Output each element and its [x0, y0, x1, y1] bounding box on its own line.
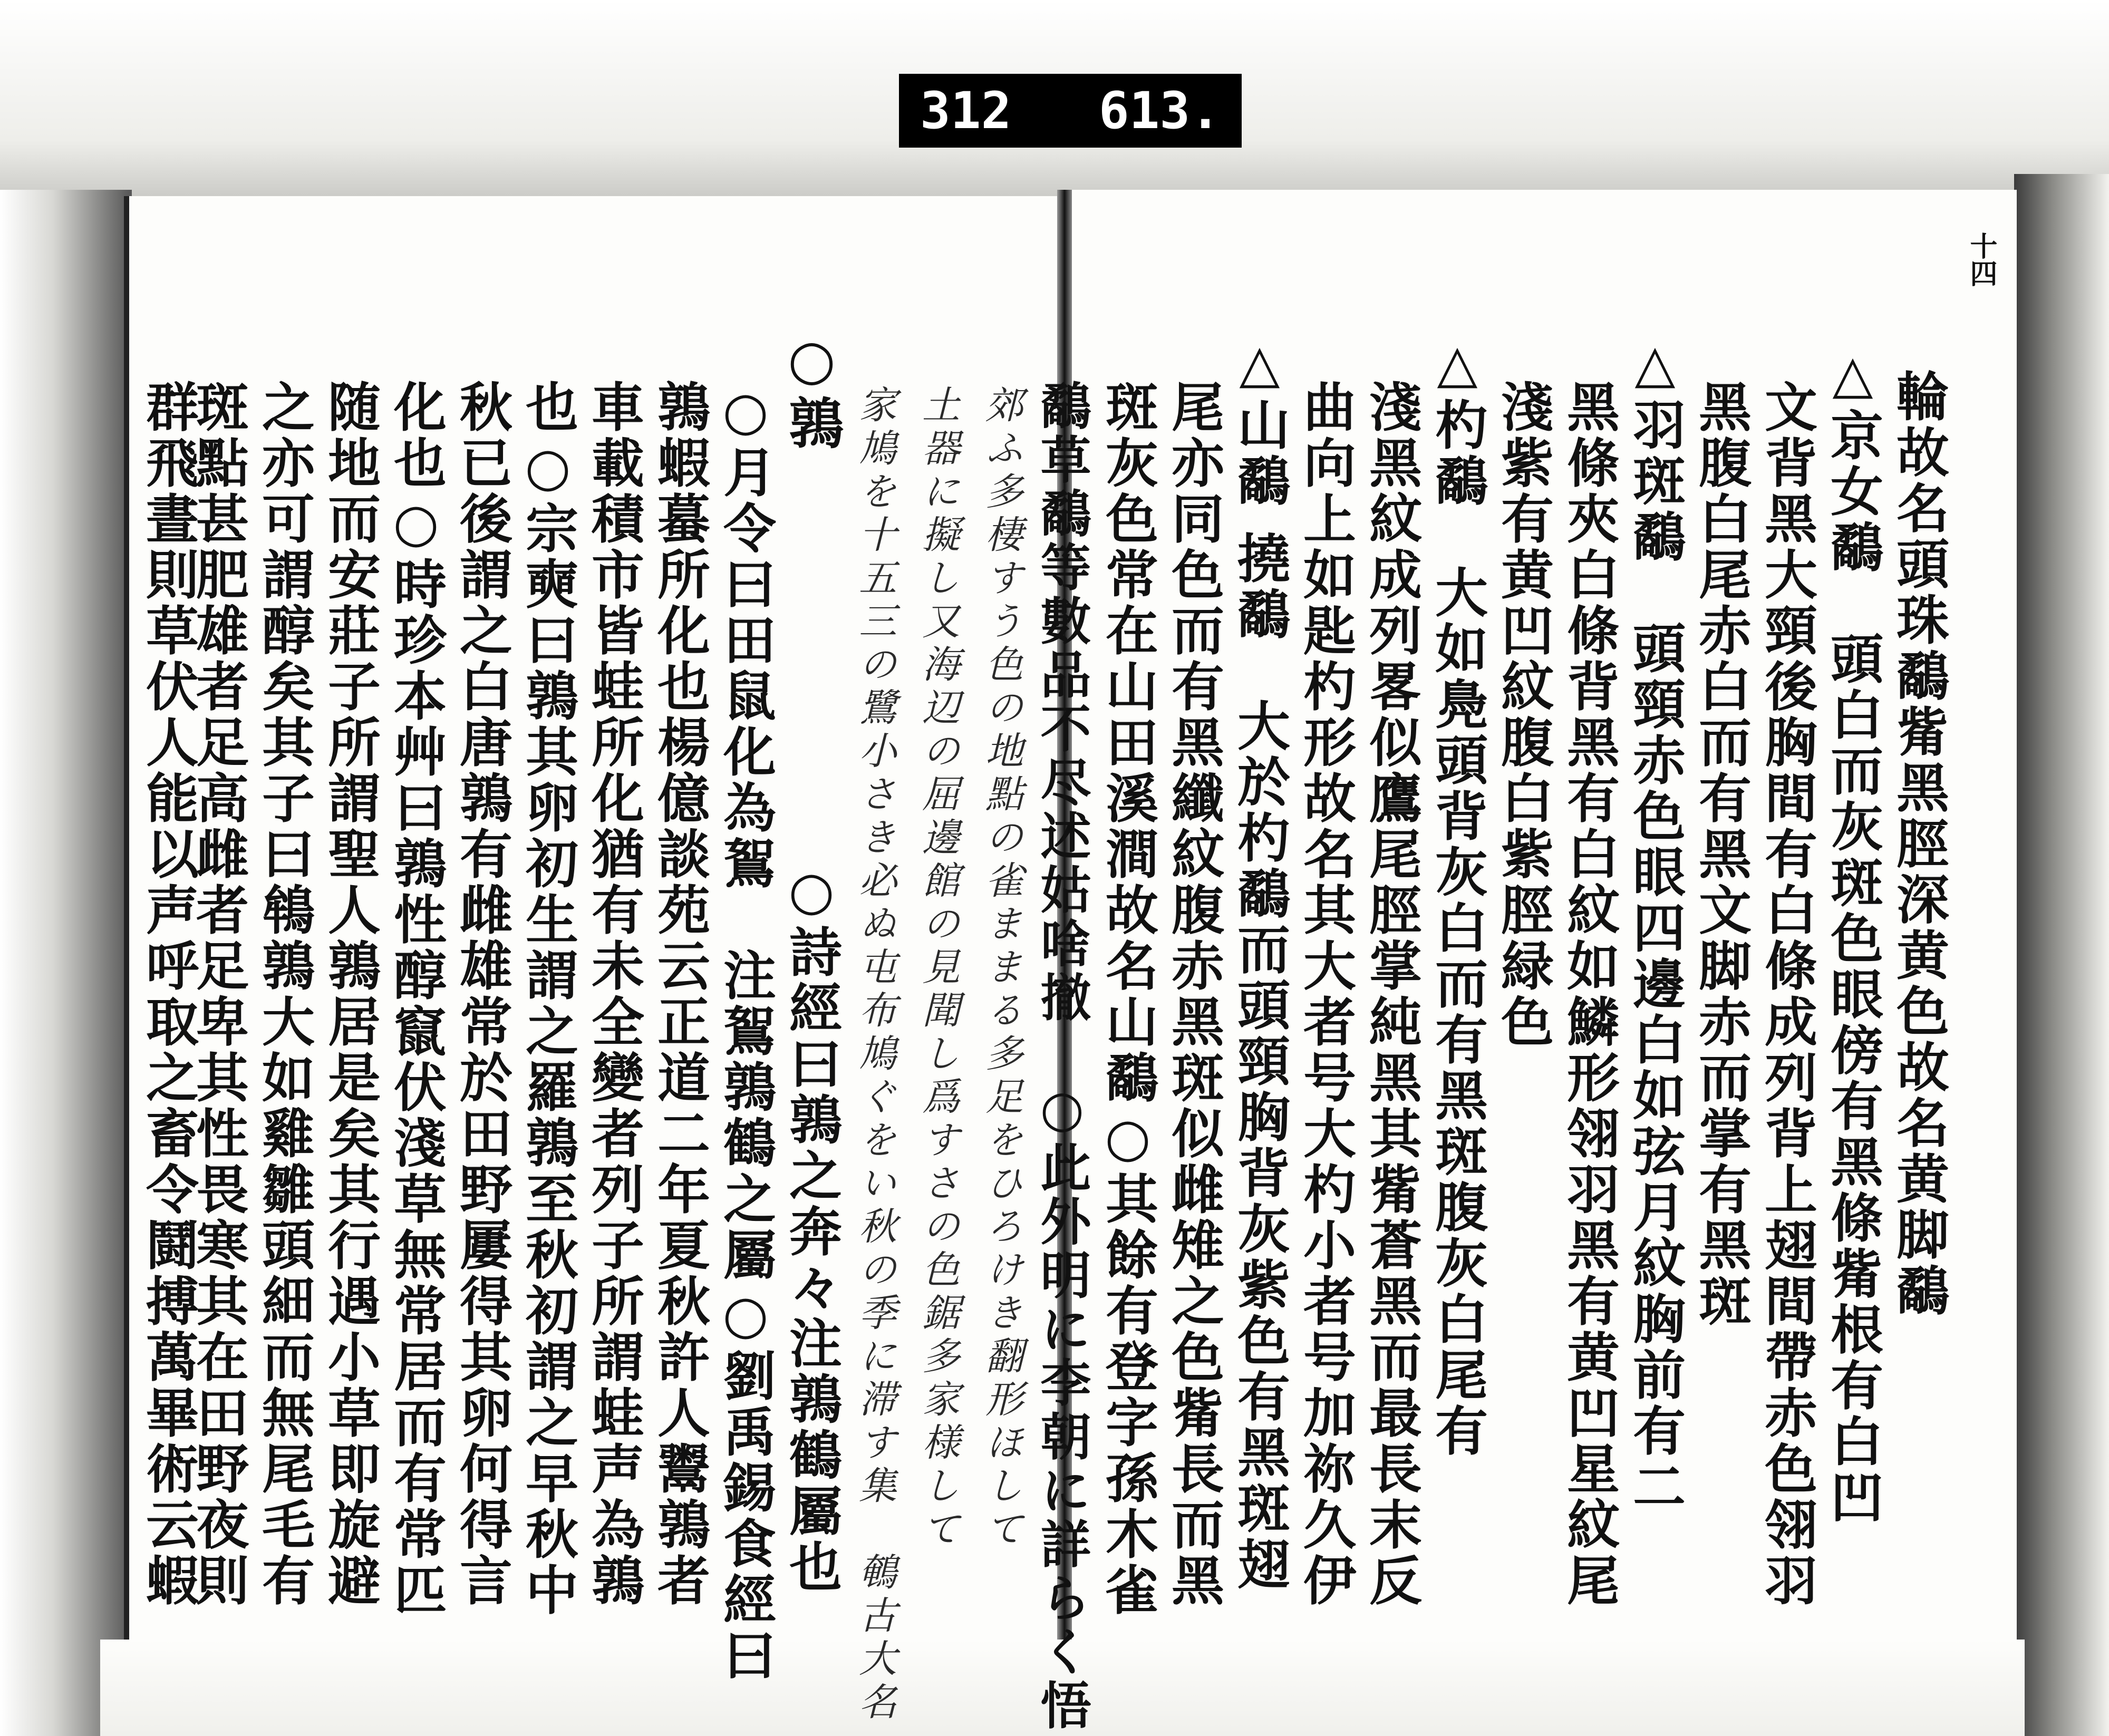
- right-column-10: 曲向上如匙杓形故名其大者号大杓小者号加祢久伊: [1294, 380, 1357, 1609]
- right-column-11: △山鷸 撓鷸 大於杓鷸而頭頸胸背灰紫色有黑斑翅: [1228, 332, 1291, 1593]
- left-heading-uzura: ○鶉: [779, 327, 844, 453]
- right-column-4: 黑腹白尾赤白而有黑文脚赤而掌有黑斑: [1690, 380, 1752, 1330]
- handwritten-note-1: 郊ふ多棲すう色の地點の雀ままる多足をひろけき翻形ほして: [979, 385, 1023, 1552]
- left-column-5: 秋已後謂之白唐鶉有雌雄常於田野屢得其卵何得言: [451, 380, 513, 1609]
- left-annotation: ○詩經曰鶉之奔々注鶉鶴屬也: [780, 859, 843, 1595]
- right-column-6: 黑條夾白條背黑有白紋如鱗形翎羽黑有黄凹星紋尾: [1558, 380, 1620, 1609]
- right-column-14: 鷸草鷸等數品不尽述姑啥撤 ○此外明に李朝に詳らく悟: [1032, 380, 1092, 1733]
- left-column-8: 之亦可謂醇矣其子曰鴾鶉大如雞雛頭細而無尾毛有: [253, 380, 315, 1609]
- right-column-13: 斑灰色常在山田溪澗故名山鷸○其餘有登字孫木雀: [1097, 380, 1159, 1618]
- catalog-number-left: 312: [920, 81, 1012, 140]
- left-column-10: 群飛晝則草伏人能以声呼取之畜令鬪搏萬畢術云蝦: [137, 380, 199, 1609]
- left-column-4: 也○宗奭曰鶉其卵初生謂之羅鶉至秋初謂之早秋中: [517, 380, 579, 1618]
- left-column-7: 随地而安莊子所謂聖人鶉居是矣其行遇小草即旋避: [319, 380, 381, 1609]
- left-column-6: 化也○時珍本艸曰鶉性醇竄伏淺草無常居而有常匹: [385, 380, 447, 1618]
- handwritten-note-2: 土器に擬し又海辺の屈邊館の見聞し爲すさの色鋸多家様して: [916, 385, 960, 1552]
- page-number: 十四: [1965, 232, 1997, 287]
- right-column-12: 尾亦同色而有黑纖紋腹赤黑斑似雌雉之色觜長而黑: [1163, 380, 1225, 1609]
- book-edge-right: [2014, 174, 2109, 1736]
- left-column-1: ○月令曰田鼠化為鴽 注鴽鶉鶴之屬○劉禹錫食經曰: [714, 380, 777, 1684]
- right-column-8: △杓鷸 大如鳧頭背灰白而有黑斑腹灰白尾有: [1426, 332, 1488, 1459]
- handwritten-note-3: 家鳩を十五三の鷺小さき必ぬ屯布鳩ぐをい秋の季に滞す集 鵪古大名: [853, 385, 897, 1725]
- book-edge-left: [0, 190, 132, 1736]
- right-column-3: 文背黑大頸後胸間有白條成列背上翅間帶赤色翎羽: [1756, 380, 1818, 1609]
- left-column-9: 斑點甚肥雄者足高雌者足卑其性畏寒其在田野夜則: [187, 380, 249, 1609]
- left-column-3: 車載積市皆蛙所化猶有未全變者列子所謂蛙声為鶉: [583, 380, 645, 1609]
- right-column-1: 輪故名頭珠鷸觜黑脛深黄色故名黄脚鷸: [1888, 369, 1950, 1319]
- right-column-5: △羽斑鷸 頭頸赤色眼四邊白如弦月紋胸前有二: [1624, 332, 1686, 1515]
- catalog-number-right: 613.: [1098, 81, 1221, 140]
- catalog-label: [899, 74, 1242, 148]
- right-column-7: 淺紫有黄凹紋腹白紫脛緑色: [1492, 380, 1554, 1050]
- right-column-2: △京女鷸 頭白而灰斑色眼傍有黑條觜根有白凹: [1822, 343, 1884, 1526]
- left-column-2: 鶉蝦蟇所化也楊億談苑云正道二年夏秋許人鬻鶉者: [649, 380, 711, 1609]
- right-column-9: 淺黑紋成列畧似鷹尾脛掌純黑其觜蒼黑而最長末反: [1360, 380, 1423, 1609]
